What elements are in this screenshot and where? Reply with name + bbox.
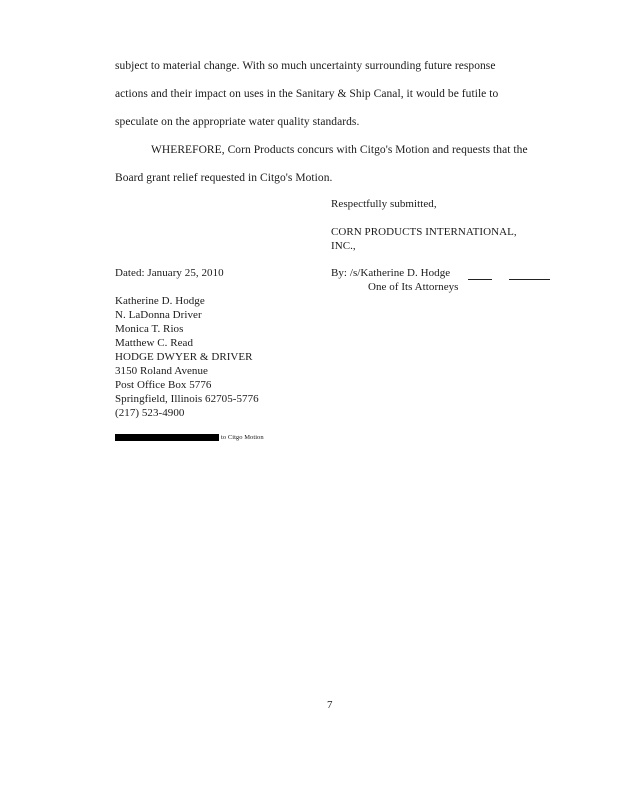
attorney-role: One of Its Attorneys	[368, 281, 459, 293]
counsel-line: Post Office Box 5776	[115, 379, 212, 391]
counsel-line: (217) 523-4900	[115, 407, 185, 419]
signature-line-segment-2	[509, 279, 550, 280]
wherefore-line-1: WHEREFORE, Corn Products concurs with Citgo's Motion and requests that the	[151, 144, 528, 156]
company-name-line-2: INC.,	[331, 240, 356, 252]
signed-by: By: /s/Katherine D. Hodge	[331, 267, 451, 279]
company-name-line-1: CORN PRODUCTS INTERNATIONAL,	[331, 226, 517, 238]
dated: Dated: January 25, 2010	[115, 267, 224, 279]
counsel-line: HODGE DWYER & DRIVER	[115, 351, 253, 363]
counsel-line: Springfield, Illinois 62705-5776	[115, 393, 259, 405]
body-line-1: subject to material change. With so much uncertainty surrounding future response	[115, 60, 496, 72]
counsel-line: Monica T. Rios	[115, 323, 184, 335]
footer-note: to Citgo Motion	[221, 434, 264, 441]
body-line-3: speculate on the appropriate water quality standards.	[115, 116, 360, 128]
counsel-line: Katherine D. Hodge	[115, 295, 205, 307]
closing: Respectfully submitted,	[331, 198, 437, 210]
counsel-line: N. LaDonna Driver	[115, 309, 202, 321]
redaction-bar	[115, 434, 219, 441]
page-number: 7	[327, 699, 333, 711]
body-line-2: actions and their impact on uses in the Sanitary & Ship Canal, it would be futile to	[115, 88, 499, 100]
counsel-line: Matthew C. Read	[115, 337, 194, 349]
signature-line-segment-1	[468, 279, 492, 280]
counsel-line: 3150 Roland Avenue	[115, 365, 208, 377]
wherefore-line-2: Board grant relief requested in Citgo's Motion.	[115, 172, 333, 184]
